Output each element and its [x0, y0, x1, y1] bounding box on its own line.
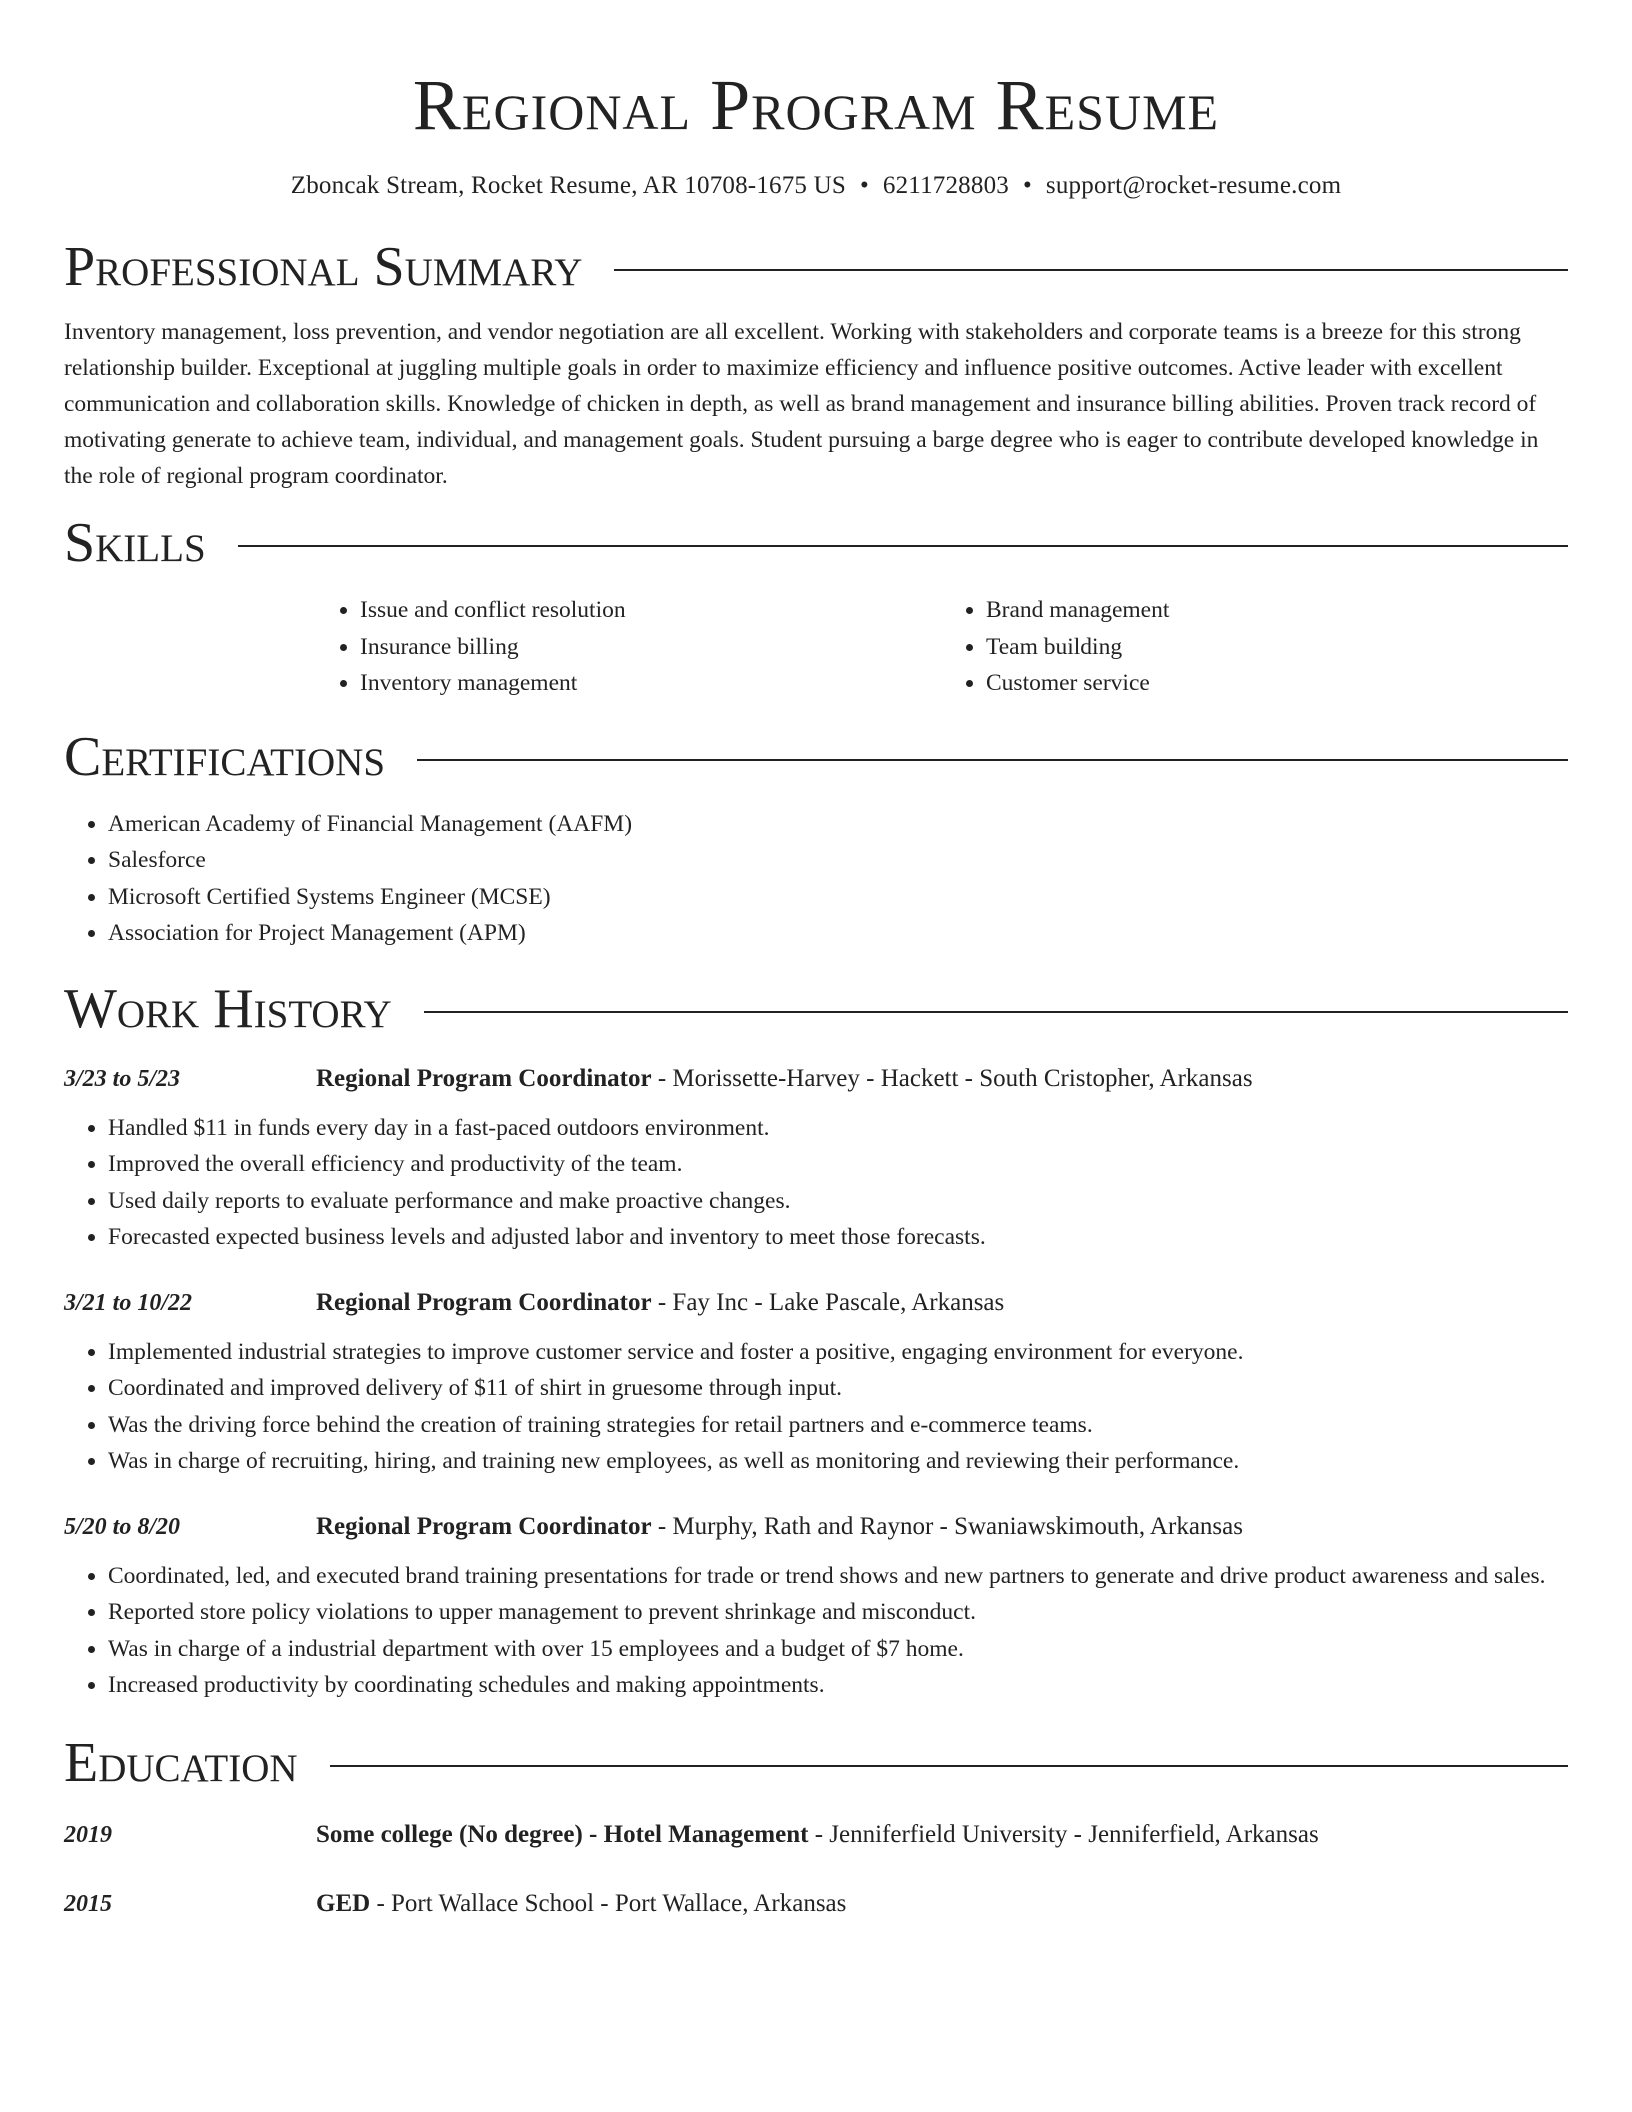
resume-title: Regional Program Resume — [412, 65, 1220, 145]
summary-heading-text: Professional Summary — [64, 236, 583, 298]
list-item: • Coordinated and improved delivery of $11 of shirt in gruesome through input. — [108, 1370, 1568, 1407]
job-details: - Fay Inc - Lake Pascale, Arkansas — [651, 1288, 1005, 1316]
list-item: • Association for Project Management (APM) — [108, 915, 1568, 952]
job-date: 5/20 to 8/20 — [64, 1513, 181, 1540]
section-divider — [238, 545, 1568, 547]
contact-address: Zboncak Stream, Rocket Resume, AR 10708-1675 US — [290, 172, 846, 199]
education-heading — [64, 1730, 1568, 1796]
job-bullets — [64, 1110, 1568, 1256]
list-item: • Inventory management — [360, 665, 942, 702]
list-item: • Reported store policy violations to upper management to prevent shrinkage and misconduct. — [108, 1594, 1568, 1631]
list-item: • Forecasted expected business levels and adjusted labor and inventory to meet those forecasts. — [108, 1219, 1568, 1256]
contact-phone: 6211728803 — [882, 172, 1009, 199]
work-history-heading-text: Work History — [64, 977, 392, 1040]
job-header — [64, 1062, 1568, 1096]
list-item: • Insurance billing — [360, 629, 942, 666]
list-item: • Increased productivity by coordinating schedules and making appointments. — [108, 1667, 1568, 1704]
list-item: • Implemented industrial strategies to improve customer service and foster a positive, engaging environment for everyone. — [108, 1334, 1568, 1371]
job-title: Regional Program Coordinator — [316, 1288, 652, 1316]
section-divider — [424, 1011, 1568, 1013]
list-item: • Team building — [986, 629, 1568, 666]
list-item: • Coordinated, led, and executed brand training presentations for trade or trend shows and new partners to generate and drive product awareness and sales. — [108, 1558, 1568, 1595]
skills-column-left — [316, 592, 942, 702]
certifications-heading-text: Certifications — [64, 725, 386, 788]
list-item: • Microsoft Certified Systems Engineer (MCSE) — [108, 879, 1568, 916]
list-item: • Brand management — [986, 592, 1568, 629]
skills-column-right — [942, 592, 1568, 702]
work-history-heading — [64, 976, 1568, 1042]
contact-separator: • — [1022, 172, 1032, 199]
education-line — [316, 1887, 846, 1921]
list-item: • Issue and conflict resolution — [360, 592, 942, 629]
job-entry — [64, 1510, 1568, 1704]
education-details: - Jenniferfield University - Jenniferfield, Arkansas — [808, 1820, 1319, 1848]
contact-email: support@rocket-resume.com — [1045, 172, 1342, 199]
job-entry — [64, 1286, 1568, 1480]
education-entry — [64, 1818, 1568, 1852]
job-header — [64, 1510, 1568, 1544]
education-line — [316, 1818, 1319, 1852]
section-divider — [330, 1765, 1568, 1767]
job-title: Regional Program Coordinator — [316, 1512, 652, 1540]
education-degree: GED — [316, 1889, 371, 1917]
job-title-line — [316, 1286, 1004, 1320]
job-bullets — [64, 1558, 1568, 1704]
contact-separator: • — [859, 172, 869, 199]
education-date: 2019 — [64, 1821, 112, 1848]
list-item: • Salesforce — [108, 842, 1568, 879]
section-divider — [417, 759, 1568, 761]
skills-heading-text: Skills — [64, 512, 206, 574]
education-date: 2015 — [64, 1890, 112, 1917]
certifications-list — [64, 806, 1568, 952]
job-header — [64, 1286, 1568, 1320]
job-bullets — [64, 1334, 1568, 1480]
job-date: 3/23 to 5/23 — [64, 1065, 181, 1092]
contact-line — [64, 170, 1568, 202]
list-item: • Was in charge of recruiting, hiring, and training new employees, as well as monitoring and reviewing their performance. — [108, 1443, 1568, 1480]
education-heading-text: Education — [64, 1731, 298, 1794]
summary-heading — [64, 234, 1568, 300]
job-entry — [64, 1062, 1568, 1256]
job-title-line — [316, 1510, 1243, 1544]
skills-heading — [64, 510, 1568, 576]
certifications-heading — [64, 724, 1568, 790]
job-title-line — [316, 1062, 1253, 1096]
section-divider — [614, 269, 1568, 271]
education-entry — [64, 1887, 1568, 1921]
list-item: • Used daily reports to evaluate performance and make proactive changes. — [108, 1183, 1568, 1220]
list-item: • Customer service — [986, 665, 1568, 702]
job-title: Regional Program Coordinator — [316, 1064, 652, 1092]
job-details: - Morissette-Harvey - Hackett - South Cristopher, Arkansas — [651, 1064, 1253, 1092]
skills-list — [316, 592, 1568, 702]
job-date: 3/21 to 10/22 — [64, 1289, 193, 1316]
list-item: • Improved the overall efficiency and productivity of the team. — [108, 1146, 1568, 1183]
list-item: • American Academy of Financial Management (AAFM) — [108, 806, 1568, 843]
education-degree: Some college (No degree) - Hotel Management — [316, 1820, 809, 1848]
list-item: • Was the driving force behind the creation of training strategies for retail partners and e-commerce teams. — [108, 1407, 1568, 1444]
list-item: • Handled $11 in funds every day in a fast-paced outdoors environment. — [108, 1110, 1568, 1147]
education-details: - Port Wallace School - Port Wallace, Arkansas — [370, 1889, 847, 1917]
list-item: • Was in charge of a industrial department with over 15 employees and a budget of $7 home. — [108, 1631, 1568, 1668]
job-details: - Murphy, Rath and Raynor - Swaniawskimouth, Arkansas — [651, 1512, 1243, 1540]
summary-text: Inventory management, loss prevention, and vendor negotiation are all excellent. Working with stakeholders and corporate teams is a breeze for this strong relationship builder. Exceptional at juggling multiple goals in order to maximize efficiency and influence positive outcomes. Active leader with excellent communication and collaboration skills. Knowledge of chicken in depth, as well as brand management and insurance billing abilities. Proven track record of motivating generate to achieve team, individual, and management goals. Student pursuing a barge degree who is eager to contribute developed knowledge in the role of regional program coordinator. — [64, 319, 1539, 489]
